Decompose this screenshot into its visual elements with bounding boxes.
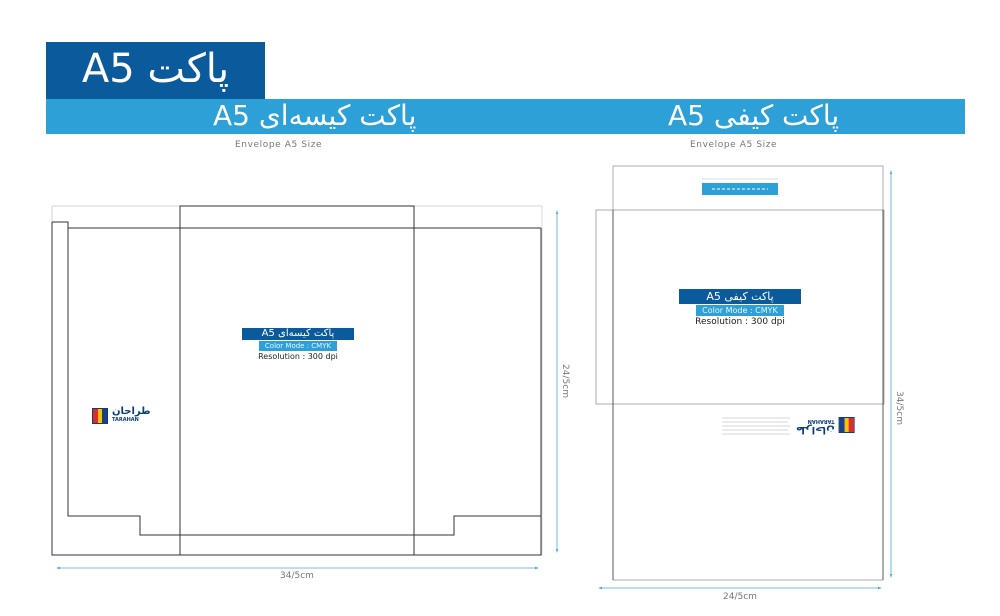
right-back-fineprint — [722, 418, 790, 434]
left-logo-name-fa: طراحان — [112, 406, 151, 417]
right-logo-name-fa: طراحان — [796, 424, 835, 435]
left-panel-heading: پاکت کیسه‌ای A5 — [242, 328, 354, 340]
page-title: پاکت A5 — [81, 46, 230, 92]
left-logo-name-en: TARAHAN — [112, 417, 139, 423]
left-panel-color-mode: Color Mode : CMYK — [259, 341, 337, 351]
right-envelope-dieline — [596, 166, 884, 580]
left-envelope-dieline — [52, 206, 542, 555]
right-section-subtitle: Envelope A5 Size — [690, 140, 778, 150]
left-width-label: 34/5cm — [280, 571, 314, 581]
right-section-title: پاکت کیفی A5 — [668, 99, 840, 132]
left-logo — [92, 408, 151, 424]
left-section-subtitle: Envelope A5 Size — [235, 140, 323, 150]
left-panel-resolution: Resolution : 300 dpi — [258, 352, 338, 361]
right-height-label: 34/5cm — [893, 391, 904, 425]
right-logo-name-en: TARAHAN — [807, 418, 835, 424]
right-panel-resolution: Resolution : 300 dpi — [695, 317, 785, 327]
right-panel-color-mode: Color Mode : CMYK — [696, 305, 784, 316]
right-flap-badge — [702, 179, 778, 195]
right-panel-heading: پاکت کیفی A5 — [679, 289, 801, 304]
left-spec-panel — [242, 328, 354, 362]
tarahan-logo-icon — [92, 408, 108, 424]
right-spec-panel — [679, 289, 801, 328]
right-width-label: 24/5cm — [723, 592, 757, 602]
left-section-title: پاکت کیسه‌ای A5 — [213, 99, 417, 132]
left-height-label: 24/5cm — [559, 364, 570, 398]
right-logo — [796, 417, 855, 433]
tarahan-logo-icon — [839, 417, 855, 433]
